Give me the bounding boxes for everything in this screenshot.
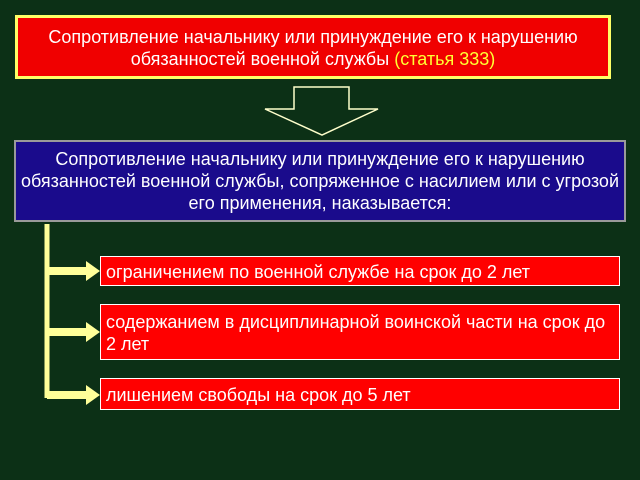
description-text: Сопротивление начальнику или принуждение его к нарушению обязанностей военной службы, сопряженное с насилием или с угрозой его применения, наказывается: bbox=[21, 149, 619, 213]
title-text: Сопротивление начальнику или принуждение его к нарушению обязанностей военной службы bbox=[48, 27, 578, 69]
bracket-arrow-1 bbox=[47, 261, 100, 281]
description-box bbox=[14, 140, 626, 222]
penalty-text-3: лишением свободы на срок до 5 лет bbox=[106, 385, 411, 405]
down-arrow-icon bbox=[265, 87, 378, 135]
bracket-arrow-2 bbox=[47, 322, 100, 342]
penalty-text-2: содержанием в дисциплинарной воинской части на срок до 2 лет bbox=[106, 312, 606, 354]
article-reference: (статья 333) bbox=[394, 49, 496, 69]
title-box bbox=[15, 15, 611, 79]
penalty-box-1 bbox=[100, 256, 620, 286]
penalty-box-2 bbox=[100, 304, 620, 360]
penalty-text-1: ограничением по военной службе на срок до 2 лет bbox=[106, 262, 531, 282]
penalty-box-3 bbox=[100, 378, 620, 410]
bracket-arrow-3 bbox=[47, 385, 100, 405]
